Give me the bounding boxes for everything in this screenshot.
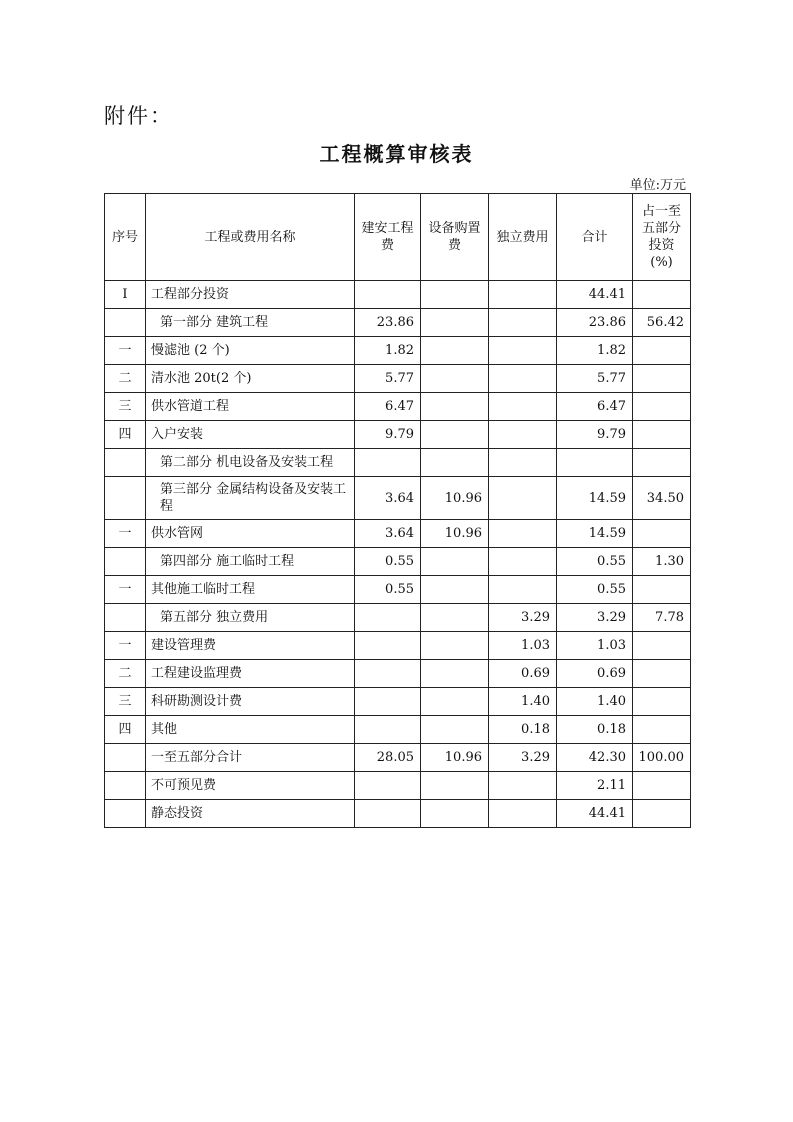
cell-equipment xyxy=(421,800,489,828)
table-row xyxy=(105,309,691,337)
cell-equipment xyxy=(421,576,489,604)
cell-percent xyxy=(633,660,691,688)
cell-construction: 28.05 xyxy=(355,744,421,772)
table-row xyxy=(105,744,691,772)
cell-index xyxy=(105,449,146,477)
cell-percent xyxy=(633,337,691,365)
cell-name: 其他 xyxy=(146,716,355,744)
table-row xyxy=(105,604,691,632)
cell-index: 四 xyxy=(105,716,146,744)
cell-equipment: 10.96 xyxy=(421,744,489,772)
cell-name: 慢滤池 (2 个) xyxy=(146,337,355,365)
cell-percent xyxy=(633,688,691,716)
cell-construction xyxy=(355,632,421,660)
cell-index: 二 xyxy=(105,365,146,393)
cell-total: 44.41 xyxy=(557,281,633,309)
cell-construction xyxy=(355,660,421,688)
header-independent: 独立费用 xyxy=(489,194,557,281)
cell-name: 第五部分 独立费用 xyxy=(146,604,355,632)
cell-name: 入户安装 xyxy=(146,421,355,449)
cell-index xyxy=(105,744,146,772)
cell-name: 科研勘测设计费 xyxy=(146,688,355,716)
cell-independent xyxy=(489,421,557,449)
header-row xyxy=(105,194,691,281)
cell-percent xyxy=(633,393,691,421)
cell-independent xyxy=(489,772,557,800)
cell-percent: 1.30 xyxy=(633,548,691,576)
cell-construction: 6.47 xyxy=(355,393,421,421)
table-row xyxy=(105,548,691,576)
cell-equipment xyxy=(421,337,489,365)
cell-percent xyxy=(633,520,691,548)
cell-construction: 1.82 xyxy=(355,337,421,365)
cell-name: 不可预见费 xyxy=(146,772,355,800)
cell-name: 静态投资 xyxy=(146,800,355,828)
cell-equipment xyxy=(421,604,489,632)
cell-equipment xyxy=(421,281,489,309)
cell-equipment xyxy=(421,632,489,660)
cell-percent xyxy=(633,576,691,604)
table-row xyxy=(105,393,691,421)
cell-independent: 0.18 xyxy=(489,716,557,744)
cell-index: 二 xyxy=(105,660,146,688)
cell-total: 5.77 xyxy=(557,365,633,393)
cell-equipment xyxy=(421,660,489,688)
cell-construction: 0.55 xyxy=(355,548,421,576)
cell-name: 清水池 20t(2 个) xyxy=(146,365,355,393)
cell-total: 9.79 xyxy=(557,421,633,449)
table-row xyxy=(105,632,691,660)
estimate-table xyxy=(104,193,691,828)
cell-independent: 1.03 xyxy=(489,632,557,660)
cell-independent xyxy=(489,281,557,309)
cell-independent xyxy=(489,520,557,548)
cell-independent xyxy=(489,449,557,477)
cell-name: 供水管道工程 xyxy=(146,393,355,421)
cell-index: 一 xyxy=(105,632,146,660)
unit-label: 单位:万元 xyxy=(629,178,686,193)
cell-independent xyxy=(489,337,557,365)
table-row xyxy=(105,660,691,688)
cell-equipment: 10.96 xyxy=(421,520,489,548)
cell-construction: 3.64 xyxy=(355,520,421,548)
cell-total xyxy=(557,449,633,477)
table-row xyxy=(105,576,691,604)
cell-equipment xyxy=(421,772,489,800)
cell-construction xyxy=(355,449,421,477)
cell-name: 一至五部分合计 xyxy=(146,744,355,772)
cell-name: 工程部分投资 xyxy=(146,281,355,309)
table-row xyxy=(105,800,691,828)
cell-percent xyxy=(633,800,691,828)
cell-total: 6.47 xyxy=(557,393,633,421)
cell-equipment xyxy=(421,309,489,337)
header-index: 序号 xyxy=(105,194,146,281)
cell-construction xyxy=(355,716,421,744)
cell-total: 14.59 xyxy=(557,520,633,548)
table-row xyxy=(105,688,691,716)
cell-index: 三 xyxy=(105,688,146,716)
cell-construction xyxy=(355,800,421,828)
cell-total: 42.30 xyxy=(557,744,633,772)
cell-equipment xyxy=(421,421,489,449)
cell-index: 四 xyxy=(105,421,146,449)
cell-index xyxy=(105,548,146,576)
cell-total: 14.59 xyxy=(557,477,633,520)
cell-name: 第四部分 施工临时工程 xyxy=(146,548,355,576)
cell-independent xyxy=(489,800,557,828)
cell-name: 第三部分 金属结构设备及安装工程 xyxy=(146,477,355,520)
cell-index: 一 xyxy=(105,337,146,365)
cell-equipment xyxy=(421,716,489,744)
table-row xyxy=(105,281,691,309)
cell-percent xyxy=(633,632,691,660)
header-name: 工程或费用名称 xyxy=(146,194,355,281)
cell-percent: 34.50 xyxy=(633,477,691,520)
cell-percent: 56.42 xyxy=(633,309,691,337)
cell-total: 44.41 xyxy=(557,800,633,828)
cell-independent xyxy=(489,309,557,337)
cell-percent xyxy=(633,449,691,477)
header-total: 合计 xyxy=(557,194,633,281)
cell-name: 供水管网 xyxy=(146,520,355,548)
cell-total: 1.40 xyxy=(557,688,633,716)
cell-index: 一 xyxy=(105,576,146,604)
cell-independent xyxy=(489,365,557,393)
attachment-label: 附件： xyxy=(104,104,173,128)
cell-construction: 3.64 xyxy=(355,477,421,520)
cell-name: 建设管理费 xyxy=(146,632,355,660)
cell-percent: 7.78 xyxy=(633,604,691,632)
cell-name: 第二部分 机电设备及安装工程 xyxy=(146,449,355,477)
cell-total: 2.11 xyxy=(557,772,633,800)
table-row xyxy=(105,449,691,477)
cell-percent xyxy=(633,716,691,744)
cell-total: 1.03 xyxy=(557,632,633,660)
cell-percent xyxy=(633,281,691,309)
cell-independent xyxy=(489,576,557,604)
cell-construction: 23.86 xyxy=(355,309,421,337)
cell-total: 3.29 xyxy=(557,604,633,632)
table-row xyxy=(105,365,691,393)
cell-independent: 3.29 xyxy=(489,744,557,772)
cell-index xyxy=(105,604,146,632)
cell-percent xyxy=(633,365,691,393)
cell-index xyxy=(105,477,146,520)
cell-total: 0.55 xyxy=(557,576,633,604)
cell-independent xyxy=(489,548,557,576)
cell-construction xyxy=(355,281,421,309)
cell-independent: 3.29 xyxy=(489,604,557,632)
cell-independent: 0.69 xyxy=(489,660,557,688)
header-construction: 建安工程费 xyxy=(355,194,421,281)
cell-percent xyxy=(633,772,691,800)
cell-total: 0.18 xyxy=(557,716,633,744)
table-row xyxy=(105,337,691,365)
page-title: 工程概算审核表 xyxy=(319,142,474,166)
cell-construction: 5.77 xyxy=(355,365,421,393)
cell-equipment xyxy=(421,688,489,716)
table-row xyxy=(105,421,691,449)
cell-index xyxy=(105,772,146,800)
cell-total: 1.82 xyxy=(557,337,633,365)
table-row xyxy=(105,772,691,800)
table-row xyxy=(105,477,691,520)
cell-equipment xyxy=(421,365,489,393)
header-equipment: 设备购置费 xyxy=(421,194,489,281)
cell-total: 0.69 xyxy=(557,660,633,688)
cell-independent: 1.40 xyxy=(489,688,557,716)
cell-name: 工程建设监理费 xyxy=(146,660,355,688)
cell-construction xyxy=(355,688,421,716)
cell-total: 0.55 xyxy=(557,548,633,576)
cell-equipment xyxy=(421,548,489,576)
cell-construction: 9.79 xyxy=(355,421,421,449)
cell-independent xyxy=(489,477,557,520)
header-percent: 占一至五部分投资(%) xyxy=(633,194,691,281)
cell-index: 一 xyxy=(105,520,146,548)
cell-percent xyxy=(633,421,691,449)
cell-equipment: 10.96 xyxy=(421,477,489,520)
cell-index: I xyxy=(105,281,146,309)
table-row xyxy=(105,520,691,548)
cell-name: 第一部分 建筑工程 xyxy=(146,309,355,337)
cell-construction xyxy=(355,604,421,632)
table-row xyxy=(105,716,691,744)
cell-percent: 100.00 xyxy=(633,744,691,772)
cell-index xyxy=(105,800,146,828)
cell-index xyxy=(105,309,146,337)
cell-index: 三 xyxy=(105,393,146,421)
cell-independent xyxy=(489,393,557,421)
cell-total: 23.86 xyxy=(557,309,633,337)
cell-construction xyxy=(355,772,421,800)
cell-name: 其他施工临时工程 xyxy=(146,576,355,604)
cell-equipment xyxy=(421,449,489,477)
cell-equipment xyxy=(421,393,489,421)
cell-construction: 0.55 xyxy=(355,576,421,604)
